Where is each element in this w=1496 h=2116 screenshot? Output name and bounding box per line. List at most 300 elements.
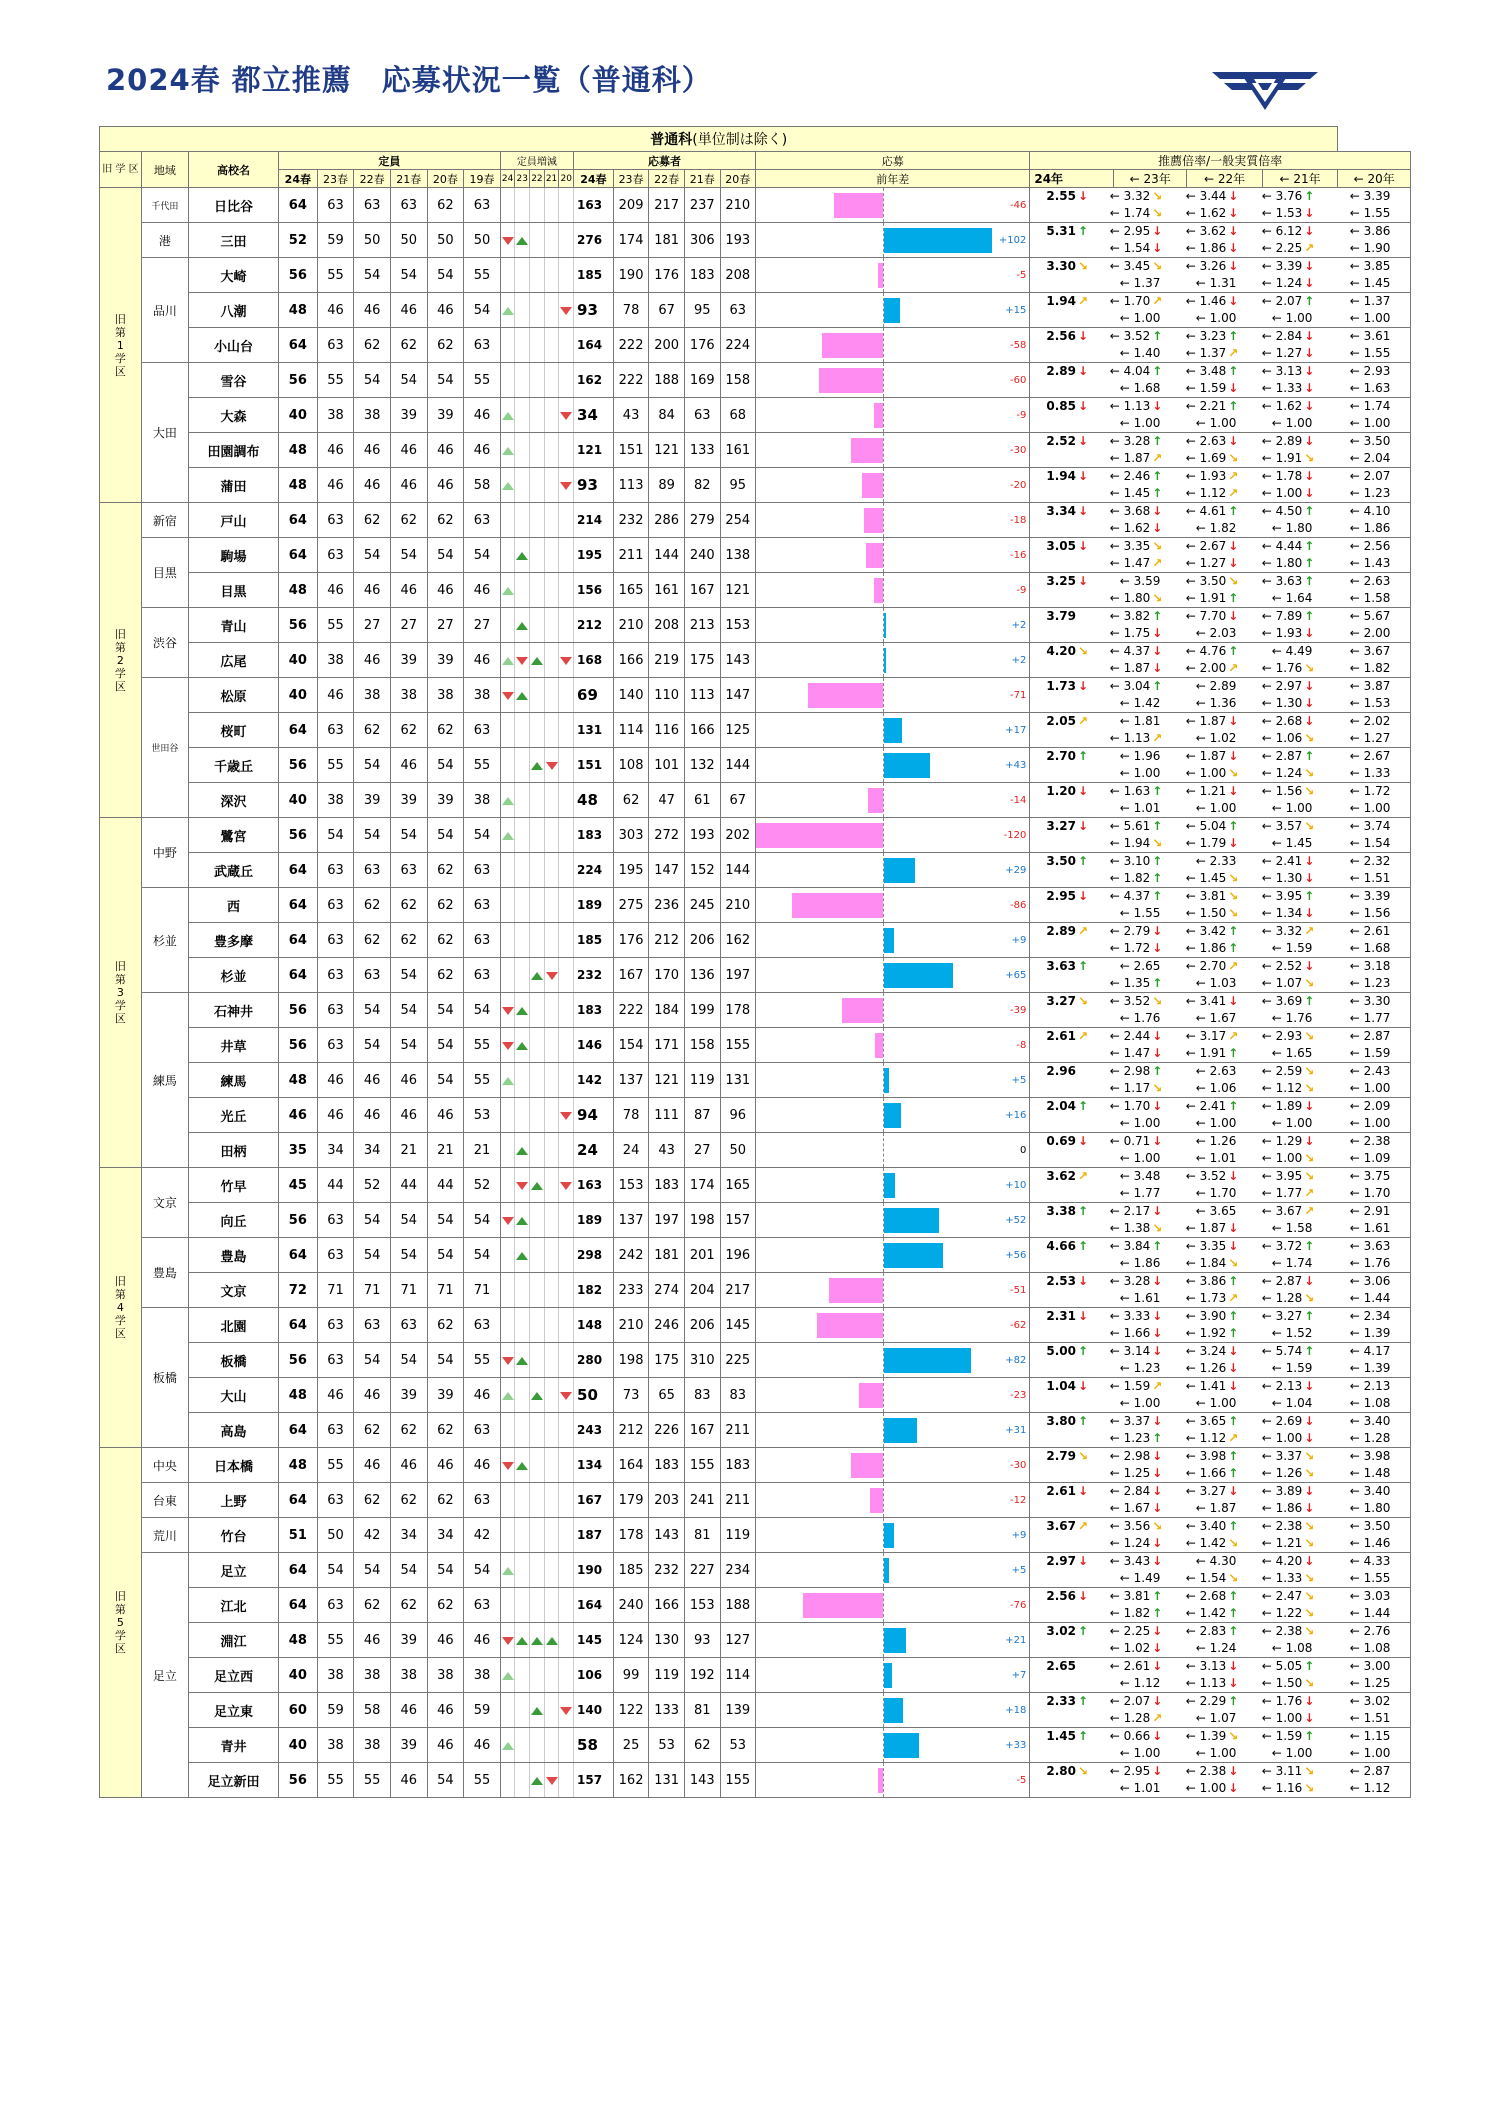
recommend-rates — [1030, 1483, 1410, 1500]
capacity-value: 54 — [317, 818, 354, 853]
arrow-up-icon: ↑ — [1152, 889, 1163, 903]
cap-change-cell — [559, 293, 574, 328]
yoy-value: -20 — [1010, 480, 1027, 491]
yoy-value: +5 — [1011, 1075, 1027, 1086]
applicant-value: 148 — [574, 1308, 614, 1343]
capacity-value: 46 — [354, 1448, 391, 1483]
cap-change-cell — [544, 1238, 559, 1273]
yoy-value: +102 — [998, 235, 1027, 246]
cap-change-cell — [559, 468, 574, 503]
rates-cell — [1030, 328, 1411, 363]
rate-past: ← 2.89 — [1195, 679, 1237, 693]
change-year-header: 20 — [559, 170, 574, 188]
rates-cell — [1030, 573, 1411, 608]
rate-past: ← 3.03 — [1349, 1589, 1391, 1603]
capacity-value: 39 — [354, 783, 391, 818]
school-name: 足立 — [188, 1553, 278, 1588]
capacity-value: 38 — [317, 398, 354, 433]
applicant-value: 188 — [649, 363, 685, 398]
capacity-value: 34 — [317, 1133, 354, 1168]
rates-cell — [1030, 993, 1411, 1028]
rate-past: ← 4.50 ↑ — [1261, 504, 1315, 518]
capacity-value: 46 — [354, 1378, 391, 1413]
yoy-bar — [884, 1628, 906, 1653]
capacity-value: 48 — [278, 293, 317, 328]
arrow-down-icon: ↓ — [1077, 1309, 1089, 1323]
yoy-bar — [884, 1418, 917, 1443]
cap-change-cell — [544, 1028, 559, 1063]
yoy-bar — [866, 543, 883, 568]
rate-past: ← 3.27 ↑ — [1261, 1309, 1315, 1323]
general-rate: ← 1.51 — [1349, 871, 1391, 885]
rate-24: 2.52 ↓ — [1046, 434, 1089, 448]
capacity-value: 46 — [464, 398, 501, 433]
applicant-value: 193 — [684, 818, 720, 853]
table-row — [100, 1343, 1411, 1378]
arrow-down-icon: ↓ — [1152, 1309, 1163, 1323]
general-rate: ← 1.64 — [1271, 591, 1313, 605]
general-rate: ← 1.68 — [1349, 941, 1391, 955]
yoy-bar-cell — [756, 853, 1030, 888]
rate-past: ← 1.76 ↓ — [1261, 1694, 1315, 1708]
rates-cell — [1030, 1343, 1411, 1378]
rate-past: ← 2.69 ↓ — [1261, 1414, 1315, 1428]
cap-year-header: 19春 — [464, 170, 501, 188]
general-rate: ← 1.61 — [1349, 1221, 1391, 1235]
cap-change-cell — [500, 678, 515, 713]
capacity-value: 62 — [354, 923, 391, 958]
area-cell: 杉並 — [141, 888, 188, 993]
rate-past: ← 2.41 ↑ — [1185, 1099, 1239, 1113]
arrow-side-icon: ↘ — [1304, 1676, 1315, 1690]
applicant-value: 130 — [649, 1623, 685, 1658]
applicant-value: 95 — [720, 468, 756, 503]
arrow-side-icon: ↗ — [1228, 1431, 1239, 1445]
cap-change-cell — [515, 993, 530, 1028]
yoy-bar-cell — [756, 258, 1030, 293]
capacity-value: 38 — [390, 1658, 427, 1693]
general-rate: ← 1.07 ↘ — [1261, 976, 1315, 990]
yoy-bar — [884, 858, 915, 883]
capacity-value: 71 — [354, 1273, 391, 1308]
rate-past: ← 2.79 ↓ — [1109, 924, 1163, 938]
general-rate: ← 1.30 ↓ — [1261, 871, 1315, 885]
rate-24: 2.33 ↑ — [1046, 1694, 1089, 1708]
arrow-down-icon: ↓ — [1077, 574, 1089, 588]
yoy-bar — [868, 788, 883, 813]
yoy-bar-cell — [756, 573, 1030, 608]
applicant-value: 164 — [574, 1588, 614, 1623]
recommend-rates — [1030, 888, 1410, 905]
rate-24: 2.05 ↗ — [1046, 714, 1089, 728]
general-rate: ← 1.00 — [1119, 1746, 1161, 1760]
rates-cell — [1030, 293, 1411, 328]
arrow-up-icon: ↑ — [1077, 1099, 1089, 1113]
general-rate: ← 1.26 ↓ — [1185, 1361, 1239, 1375]
capacity-value: 38 — [464, 678, 501, 713]
cap-change-cell — [530, 258, 545, 293]
school-name: 足立東 — [188, 1693, 278, 1728]
rate-24: 3.34 ↓ — [1046, 504, 1089, 518]
zero-line — [883, 573, 884, 607]
applicant-value: 189 — [574, 1203, 614, 1238]
applicant-value: 140 — [613, 678, 649, 713]
general-rates — [1030, 940, 1410, 957]
school-name: 日本橋 — [188, 1448, 278, 1483]
table-row — [100, 1238, 1411, 1273]
recommend-rates — [1030, 1168, 1410, 1185]
capacity-value: 62 — [427, 888, 464, 923]
capacity-value: 48 — [278, 433, 317, 468]
arrow-down-icon: ↓ — [1152, 626, 1163, 640]
applicant-value: 113 — [684, 678, 720, 713]
applicant-value: 89 — [649, 468, 685, 503]
cap-change-cell — [544, 1133, 559, 1168]
general-rate: ← 1.92 ↑ — [1185, 1326, 1239, 1340]
arrow-down-icon: ↓ — [1077, 329, 1089, 343]
arrow-down-icon: ↓ — [1228, 1344, 1239, 1358]
decrease-icon — [502, 1637, 514, 1645]
yoy-value: -46 — [1010, 200, 1027, 211]
capacity-value: 46 — [354, 1063, 391, 1098]
arrow-down-icon: ↓ — [1304, 1099, 1315, 1113]
rates-cell — [1030, 888, 1411, 923]
applicant-value: 78 — [613, 293, 649, 328]
general-rates — [1030, 1570, 1410, 1587]
capacity-value: 40 — [278, 678, 317, 713]
capacity-value: 62 — [427, 188, 464, 223]
rate-past: ← 3.95 ↑ — [1261, 889, 1315, 903]
arrow-side-icon: ↗ — [1304, 241, 1315, 255]
arrow-up-icon: ↑ — [1304, 609, 1315, 623]
rate-past: ← 3.69 ↑ — [1261, 994, 1315, 1008]
cap-change-cell — [544, 1098, 559, 1133]
school-name: 大森 — [188, 398, 278, 433]
rate-past: ← 1.70 ↓ — [1109, 1099, 1163, 1113]
cap-change-cell — [515, 1518, 530, 1553]
rate-past: ← 4.10 — [1349, 504, 1391, 518]
general-rate: ← 1.80 — [1271, 521, 1313, 535]
arrow-down-icon: ↓ — [1077, 1274, 1089, 1288]
yoy-bar-cell — [756, 1133, 1030, 1168]
yoy-bar — [884, 718, 902, 743]
applicant-value: 183 — [649, 1168, 685, 1203]
cap-change-cell — [515, 1238, 530, 1273]
arrow-down-icon: ↓ — [1152, 1624, 1163, 1638]
rate-past: ← 1.78 ↓ — [1261, 469, 1315, 483]
general-rates — [1030, 1080, 1410, 1097]
applicant-value: 217 — [649, 188, 685, 223]
applicant-value: 53 — [649, 1728, 685, 1763]
increase-icon — [516, 552, 528, 560]
rates-cell — [1030, 398, 1411, 433]
rate-past: ← 1.62 ↓ — [1261, 399, 1315, 413]
school-name: 豊多摩 — [188, 923, 278, 958]
applicant-value: 162 — [613, 1763, 649, 1798]
arrow-down-icon: ↓ — [1152, 224, 1163, 238]
arrow-down-icon: ↓ — [1152, 504, 1163, 518]
yoy-bar-cell — [756, 958, 1030, 993]
arrow-down-icon: ↓ — [1152, 661, 1163, 675]
capacity-value: 54 — [390, 958, 427, 993]
cap-change-cell — [515, 1413, 530, 1448]
recommend-rates — [1030, 1098, 1410, 1115]
general-rate: ← 1.00 ↓ — [1185, 1781, 1239, 1795]
yoy-bar — [792, 893, 883, 918]
cap-change-cell — [559, 1553, 574, 1588]
applicant-value: 43 — [613, 398, 649, 433]
general-rate: ← 1.87 ↓ — [1185, 1221, 1239, 1235]
arrow-up-icon: ↑ — [1304, 1309, 1315, 1323]
general-rate: ← 1.74 ↘ — [1109, 206, 1163, 220]
rate-24: 3.80 ↑ — [1046, 1414, 1089, 1428]
rates-cell — [1030, 223, 1411, 258]
capacity-value: 46 — [390, 1063, 427, 1098]
rate-past: ← 3.26 ↓ — [1185, 259, 1239, 273]
rate-past: ← 3.56 ↘ — [1109, 1519, 1163, 1533]
increase-icon — [502, 1077, 514, 1085]
rate-past: ← 3.84 ↑ — [1109, 1239, 1163, 1253]
yoy-bar — [817, 1313, 883, 1338]
arrow-down-icon: ↓ — [1304, 381, 1315, 395]
arrow-up-icon: ↑ — [1152, 1589, 1163, 1603]
cap-change-cell — [544, 258, 559, 293]
applicant-value: 121 — [574, 433, 614, 468]
general-rate: ← 1.56 — [1349, 906, 1391, 920]
rate-past: ← 2.29 ↑ — [1185, 1694, 1239, 1708]
applicant-value: 210 — [613, 608, 649, 643]
cap-change-cell — [515, 1553, 530, 1588]
cap-change-cell — [515, 678, 530, 713]
general-rates — [1030, 1605, 1410, 1622]
arrow-up-icon: ↑ — [1304, 749, 1315, 763]
capacity-value: 46 — [427, 573, 464, 608]
applicant-value: 133 — [649, 1693, 685, 1728]
capacity-value: 46 — [354, 1623, 391, 1658]
rate-past: ← 2.67 ↓ — [1185, 539, 1239, 553]
recommend-rates — [1030, 188, 1410, 205]
capacity-value: 58 — [354, 1693, 391, 1728]
table-row — [100, 713, 1411, 748]
cap-change-cell — [515, 1203, 530, 1238]
capacity-value: 46 — [464, 573, 501, 608]
yoy-bar-cell — [756, 1343, 1030, 1378]
rates-cell — [1030, 1693, 1411, 1728]
capacity-value: 50 — [390, 223, 427, 258]
cap-change-cell — [500, 328, 515, 363]
cap-change-cell — [530, 713, 545, 748]
arrow-down-icon: ↓ — [1077, 434, 1089, 448]
arrow-down-icon: ↓ — [1077, 1134, 1089, 1148]
increase-icon — [502, 307, 514, 315]
general-rates — [1030, 660, 1410, 677]
zero-line — [883, 328, 884, 362]
cap-change-cell — [515, 713, 530, 748]
rate-past: ← 2.76 — [1349, 1624, 1391, 1638]
table-row — [100, 818, 1411, 853]
capacity-value: 46 — [354, 643, 391, 678]
general-rate: ← 1.01 — [1119, 801, 1161, 815]
capacity-value: 39 — [390, 1378, 427, 1413]
general-rate: ← 1.87 ↗ — [1109, 451, 1163, 465]
rate-past: ← 1.81 — [1119, 714, 1161, 728]
applicant-value: 232 — [649, 1553, 685, 1588]
arrow-side-icon: ↘ — [1304, 1151, 1315, 1165]
arrow-down-icon: ↓ — [1152, 1484, 1163, 1498]
area-cell: 世田谷 — [141, 678, 188, 818]
rate-past: ← 3.67 — [1349, 644, 1391, 658]
applicant-value: 279 — [684, 503, 720, 538]
yoy-bar-cell — [756, 1693, 1030, 1728]
capacity-value: 39 — [390, 783, 427, 818]
arrow-up-icon: ↑ — [1228, 1606, 1239, 1620]
general-rate: ← 1.06 — [1195, 1081, 1237, 1095]
cap-change-cell — [500, 1343, 515, 1378]
general-rate: ← 1.04 — [1271, 1396, 1313, 1410]
arrow-up-icon: ↑ — [1152, 976, 1163, 990]
arrow-up-icon: ↑ — [1152, 871, 1163, 885]
arrow-up-icon: ↑ — [1077, 1344, 1089, 1358]
general-rates — [1030, 800, 1410, 817]
applicant-value: 240 — [684, 538, 720, 573]
general-rates — [1030, 1395, 1410, 1412]
applicant-value: 122 — [613, 1693, 649, 1728]
rate-past: ← 2.07 ↓ — [1109, 1694, 1163, 1708]
decrease-icon — [560, 657, 572, 665]
general-rate: ← 1.69 ↘ — [1185, 451, 1239, 465]
school-name: 大崎 — [188, 258, 278, 293]
capacity-value: 46 — [354, 573, 391, 608]
applicant-value: 151 — [574, 748, 614, 783]
cap-year-header: 21春 — [390, 170, 427, 188]
increase-icon — [531, 762, 543, 770]
applicant-value: 147 — [649, 853, 685, 888]
rate-past: ← 3.72 ↑ — [1261, 1239, 1315, 1253]
arrow-down-icon: ↓ — [1304, 399, 1315, 413]
applicant-value: 145 — [574, 1623, 614, 1658]
area-cell: 大田 — [141, 363, 188, 503]
rate-past: ← 2.07 — [1349, 469, 1391, 483]
arrow-side-icon: ↗ — [1228, 469, 1239, 483]
rate-past: ← 3.52 ↓ — [1185, 1169, 1239, 1183]
capacity-value: 63 — [464, 1483, 501, 1518]
school-name: 西 — [188, 888, 278, 923]
yoy-value: -18 — [1010, 515, 1027, 526]
arrow-side-icon: ↗ — [1304, 1204, 1315, 1218]
applicant-value: 136 — [684, 958, 720, 993]
cap-change-cell — [500, 993, 515, 1028]
change-year-header: 22 — [530, 170, 545, 188]
arrow-down-icon: ↓ — [1152, 1659, 1163, 1673]
arrow-up-icon: ↑ — [1228, 504, 1239, 518]
general-rate: ← 1.30 ↓ — [1261, 696, 1315, 710]
section-title: 普通科 — [650, 132, 693, 148]
general-rates — [1030, 555, 1410, 572]
applicant-value: 140 — [574, 1693, 614, 1728]
cap-change-cell — [500, 1763, 515, 1798]
general-rate: ← 1.45 ↑ — [1109, 486, 1163, 500]
rates-cell — [1030, 748, 1411, 783]
applicant-value: 241 — [684, 1483, 720, 1518]
rate-24: 4.20 ↘ — [1046, 644, 1089, 658]
yoy-header: 前年差 — [756, 170, 1030, 188]
rate-past: ← 2.25 ↓ — [1109, 1624, 1163, 1638]
applicant-value: 204 — [684, 1273, 720, 1308]
arrow-down-icon: ↓ — [1152, 1501, 1163, 1515]
cap-change-cell — [500, 783, 515, 818]
rate-past: ← 2.21 ↑ — [1185, 399, 1239, 413]
general-rate: ← 1.01 — [1119, 1781, 1161, 1795]
rate-past: ← 3.27 ↓ — [1185, 1484, 1239, 1498]
capacity-value: 54 — [464, 818, 501, 853]
general-rate: ← 1.00 ↘ — [1261, 1151, 1315, 1165]
applicant-value: 144 — [720, 748, 756, 783]
increase-icon — [502, 797, 514, 805]
recommend-rates — [1030, 468, 1410, 485]
cap-change-cell — [500, 1518, 515, 1553]
arrow-side-icon: ↘ — [1152, 189, 1163, 203]
cap-change-cell — [515, 1763, 530, 1798]
rate-past: ← 3.30 — [1349, 994, 1391, 1008]
applicant-value: 210 — [613, 1308, 649, 1343]
recommend-rates — [1030, 923, 1410, 940]
rate-past: ← 2.13 — [1349, 1379, 1391, 1393]
cap-change-cell — [515, 258, 530, 293]
capacity-value: 63 — [317, 1203, 354, 1238]
arrow-side-icon: ↘ — [1304, 819, 1315, 833]
cap-change-cell — [544, 748, 559, 783]
capacity-value: 39 — [390, 1623, 427, 1658]
general-rate: ← 1.12 — [1119, 1676, 1161, 1690]
rate-past: ← 1.21 ↓ — [1185, 784, 1239, 798]
rate-past: ← 3.24 ↓ — [1185, 1344, 1239, 1358]
table-row — [100, 1518, 1411, 1553]
general-rate: ← 1.58 — [1271, 1221, 1313, 1235]
general-rate: ← 1.67 ↓ — [1109, 1501, 1163, 1515]
applicant-value: 276 — [574, 223, 614, 258]
capacity-value: 63 — [317, 853, 354, 888]
arrow-side-icon: ↘ — [1304, 1781, 1315, 1795]
cap-change-cell — [530, 748, 545, 783]
applicant-value: 27 — [684, 1133, 720, 1168]
capacity-value: 38 — [317, 1728, 354, 1763]
capacity-value: 62 — [390, 888, 427, 923]
arrow-down-icon: ↓ — [1077, 469, 1089, 483]
applicant-value: 155 — [720, 1763, 756, 1798]
cap-change-cell — [500, 1063, 515, 1098]
rate-past: ← 3.50 — [1349, 1519, 1391, 1533]
zero-line — [883, 1448, 884, 1482]
rate-past: ← 3.68 ↓ — [1109, 504, 1163, 518]
rate-past: ← 2.38 — [1349, 1134, 1391, 1148]
rate-24: 3.50 ↑ — [1046, 854, 1089, 868]
general-rate: ← 1.50 ↘ — [1261, 1676, 1315, 1690]
decrease-icon — [516, 657, 528, 665]
capacity-value: 50 — [354, 223, 391, 258]
applicant-value: 200 — [649, 328, 685, 363]
applicant-value: 211 — [720, 1413, 756, 1448]
arrow-up-icon: ↑ — [1152, 486, 1163, 500]
zero-line — [883, 258, 884, 292]
yoy-bar-cell — [756, 993, 1030, 1028]
arrow-down-icon: ↓ — [1228, 994, 1239, 1008]
general-rate: ← 1.36 — [1195, 696, 1237, 710]
capacity-value: 44 — [317, 1168, 354, 1203]
rate-past: ← 2.70 ↗ — [1185, 959, 1239, 973]
capacity-value: 63 — [317, 1483, 354, 1518]
rate-past: ← 3.06 — [1349, 1274, 1391, 1288]
rates-cell — [1030, 643, 1411, 678]
